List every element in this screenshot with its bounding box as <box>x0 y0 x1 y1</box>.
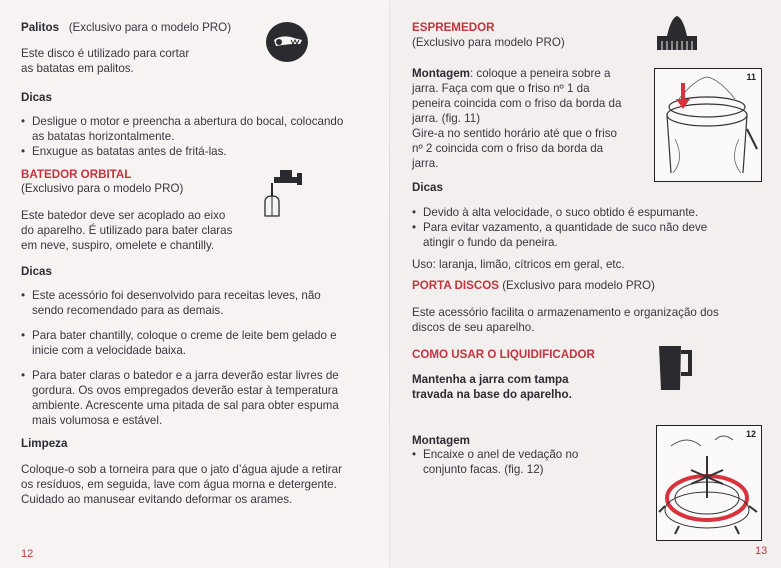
batedor-body-line: do aparelho. É utilizado para bater claras <box>21 224 233 237</box>
dicas-list <box>412 205 707 250</box>
palitos-body-line: as batatas em palitos. <box>21 62 134 75</box>
left-page <box>0 0 390 568</box>
uso-text: Uso: laranja, limão, cítricos em geral, etc. <box>412 258 625 271</box>
list-item: • Este acessório foi desenvolvido para receitas leves, não sendo recomendado para as demais. <box>21 288 339 318</box>
batedor-body-line: em neve, suspiro, omelete e chantilly. <box>21 239 215 252</box>
list-item: • Para evitar vazamento, a quantidade de suco não deve atingir o fundo da peneira. <box>412 220 707 250</box>
dicas-list <box>21 114 343 159</box>
limpeza-heading: Limpeza <box>21 437 68 450</box>
whisk-attachment-icon <box>260 168 306 218</box>
figure-number: 12 <box>745 429 756 439</box>
list-item: • Enxugue as batatas antes de fritá-las. <box>21 144 343 159</box>
list-item: • Devido à alta velocidade, o suco obtido é espumante. <box>412 205 707 220</box>
espremedor-montagem-line: jarra. Faça com que o friso nº 1 da <box>412 82 590 95</box>
espremedor-montagem-line: jarra. (fig. 11) <box>412 112 481 125</box>
batedor-body-line: Este batedor deve ser acoplado ao eixo <box>21 209 226 222</box>
espremedor-montagem-line: nº 2 coincida com o friso da borda da <box>412 142 604 155</box>
page-number: 13 <box>755 545 768 557</box>
list-item: • Encaixe o anel de vedação no conjunto facas. (fig. 12) <box>412 447 578 477</box>
batedor-orbital-title: BATEDOR ORBITAL <box>21 168 132 181</box>
espremedor-montagem-line: jarra. <box>412 157 439 170</box>
list-item: • Desligue o motor e preencha a abertura do bocal, colocando as batatas horizontalmente. <box>21 114 343 144</box>
juicer-jar-illustration <box>655 69 761 181</box>
porta-discos-body-line: Este acessório facilita o armazenamento e organização dos <box>412 306 719 319</box>
figure-11 <box>654 68 762 182</box>
page-number: 12 <box>21 548 34 560</box>
list-item: • Para bater chantilly, coloque o creme de leite bem gelado e inicie com a velocidade baixa. <box>21 328 339 358</box>
montagem-list <box>412 447 578 477</box>
porta-discos-body-line: discos de seu aparelho. <box>412 321 535 334</box>
espremedor-title: ESPREMEDOR <box>412 21 495 34</box>
espremedor-montagem-line: Montagem: coloque a peneira sobre a <box>412 67 611 80</box>
palitos-body-line: Este disco é utilizado para cortar <box>21 47 190 60</box>
limpeza-body-line: os resíduos, em seguida, lave com água morna e detergente. <box>21 478 337 491</box>
espremedor-montagem-line: peneira coincida com o friso da borda da <box>412 97 622 110</box>
dicas-list <box>21 288 339 428</box>
right-page <box>390 0 781 568</box>
dicas-heading: Dicas <box>412 181 443 194</box>
limpeza-body-line: Cuidado ao manusear evitando deformar os arames. <box>21 493 293 506</box>
limpeza-body-line: Coloque-o sob a torneira para que o jato d’água ajude a retirar <box>21 463 342 476</box>
espremedor-subtitle: (Exclusivo para modelo PRO) <box>412 36 565 49</box>
citrus-juicer-cone-icon <box>653 14 701 54</box>
espremedor-montagem-line: Gire-a no sentido horário até que o friso <box>412 127 617 140</box>
figure-number: 11 <box>746 72 756 82</box>
list-item: • Para bater claras o batedor e a jarra deverão estar livres de gordura. Os ovos empregados deverão estar à temperatura ambiente. Acrescente uma pitada de sal para obter espuma mais volumosa e estável. <box>21 368 339 428</box>
batedor-subtitle: (Exclusivo para o modelo PRO) <box>21 182 184 195</box>
montagem-heading: Montagem <box>412 434 470 447</box>
blender-jar-icon <box>656 344 696 392</box>
liquidificador-title: COMO USAR O LIQUIDIFICADOR <box>412 348 595 361</box>
slicing-disc-icon <box>264 20 310 64</box>
liquidificador-body-line: Mantenha a jarra com tampa <box>412 373 569 386</box>
figure-12 <box>656 425 762 541</box>
blade-seal-illustration <box>657 426 761 540</box>
porta-discos-heading: PORTA DISCOS (Exclusivo para modelo PRO) <box>412 279 655 292</box>
liquidificador-body-line: travada na base do aparelho. <box>412 388 572 401</box>
dicas-heading: Dicas <box>21 91 52 104</box>
palitos-heading: Palitos (Exclusivo para o modelo PRO) <box>21 21 232 34</box>
dicas-heading: Dicas <box>21 265 52 278</box>
